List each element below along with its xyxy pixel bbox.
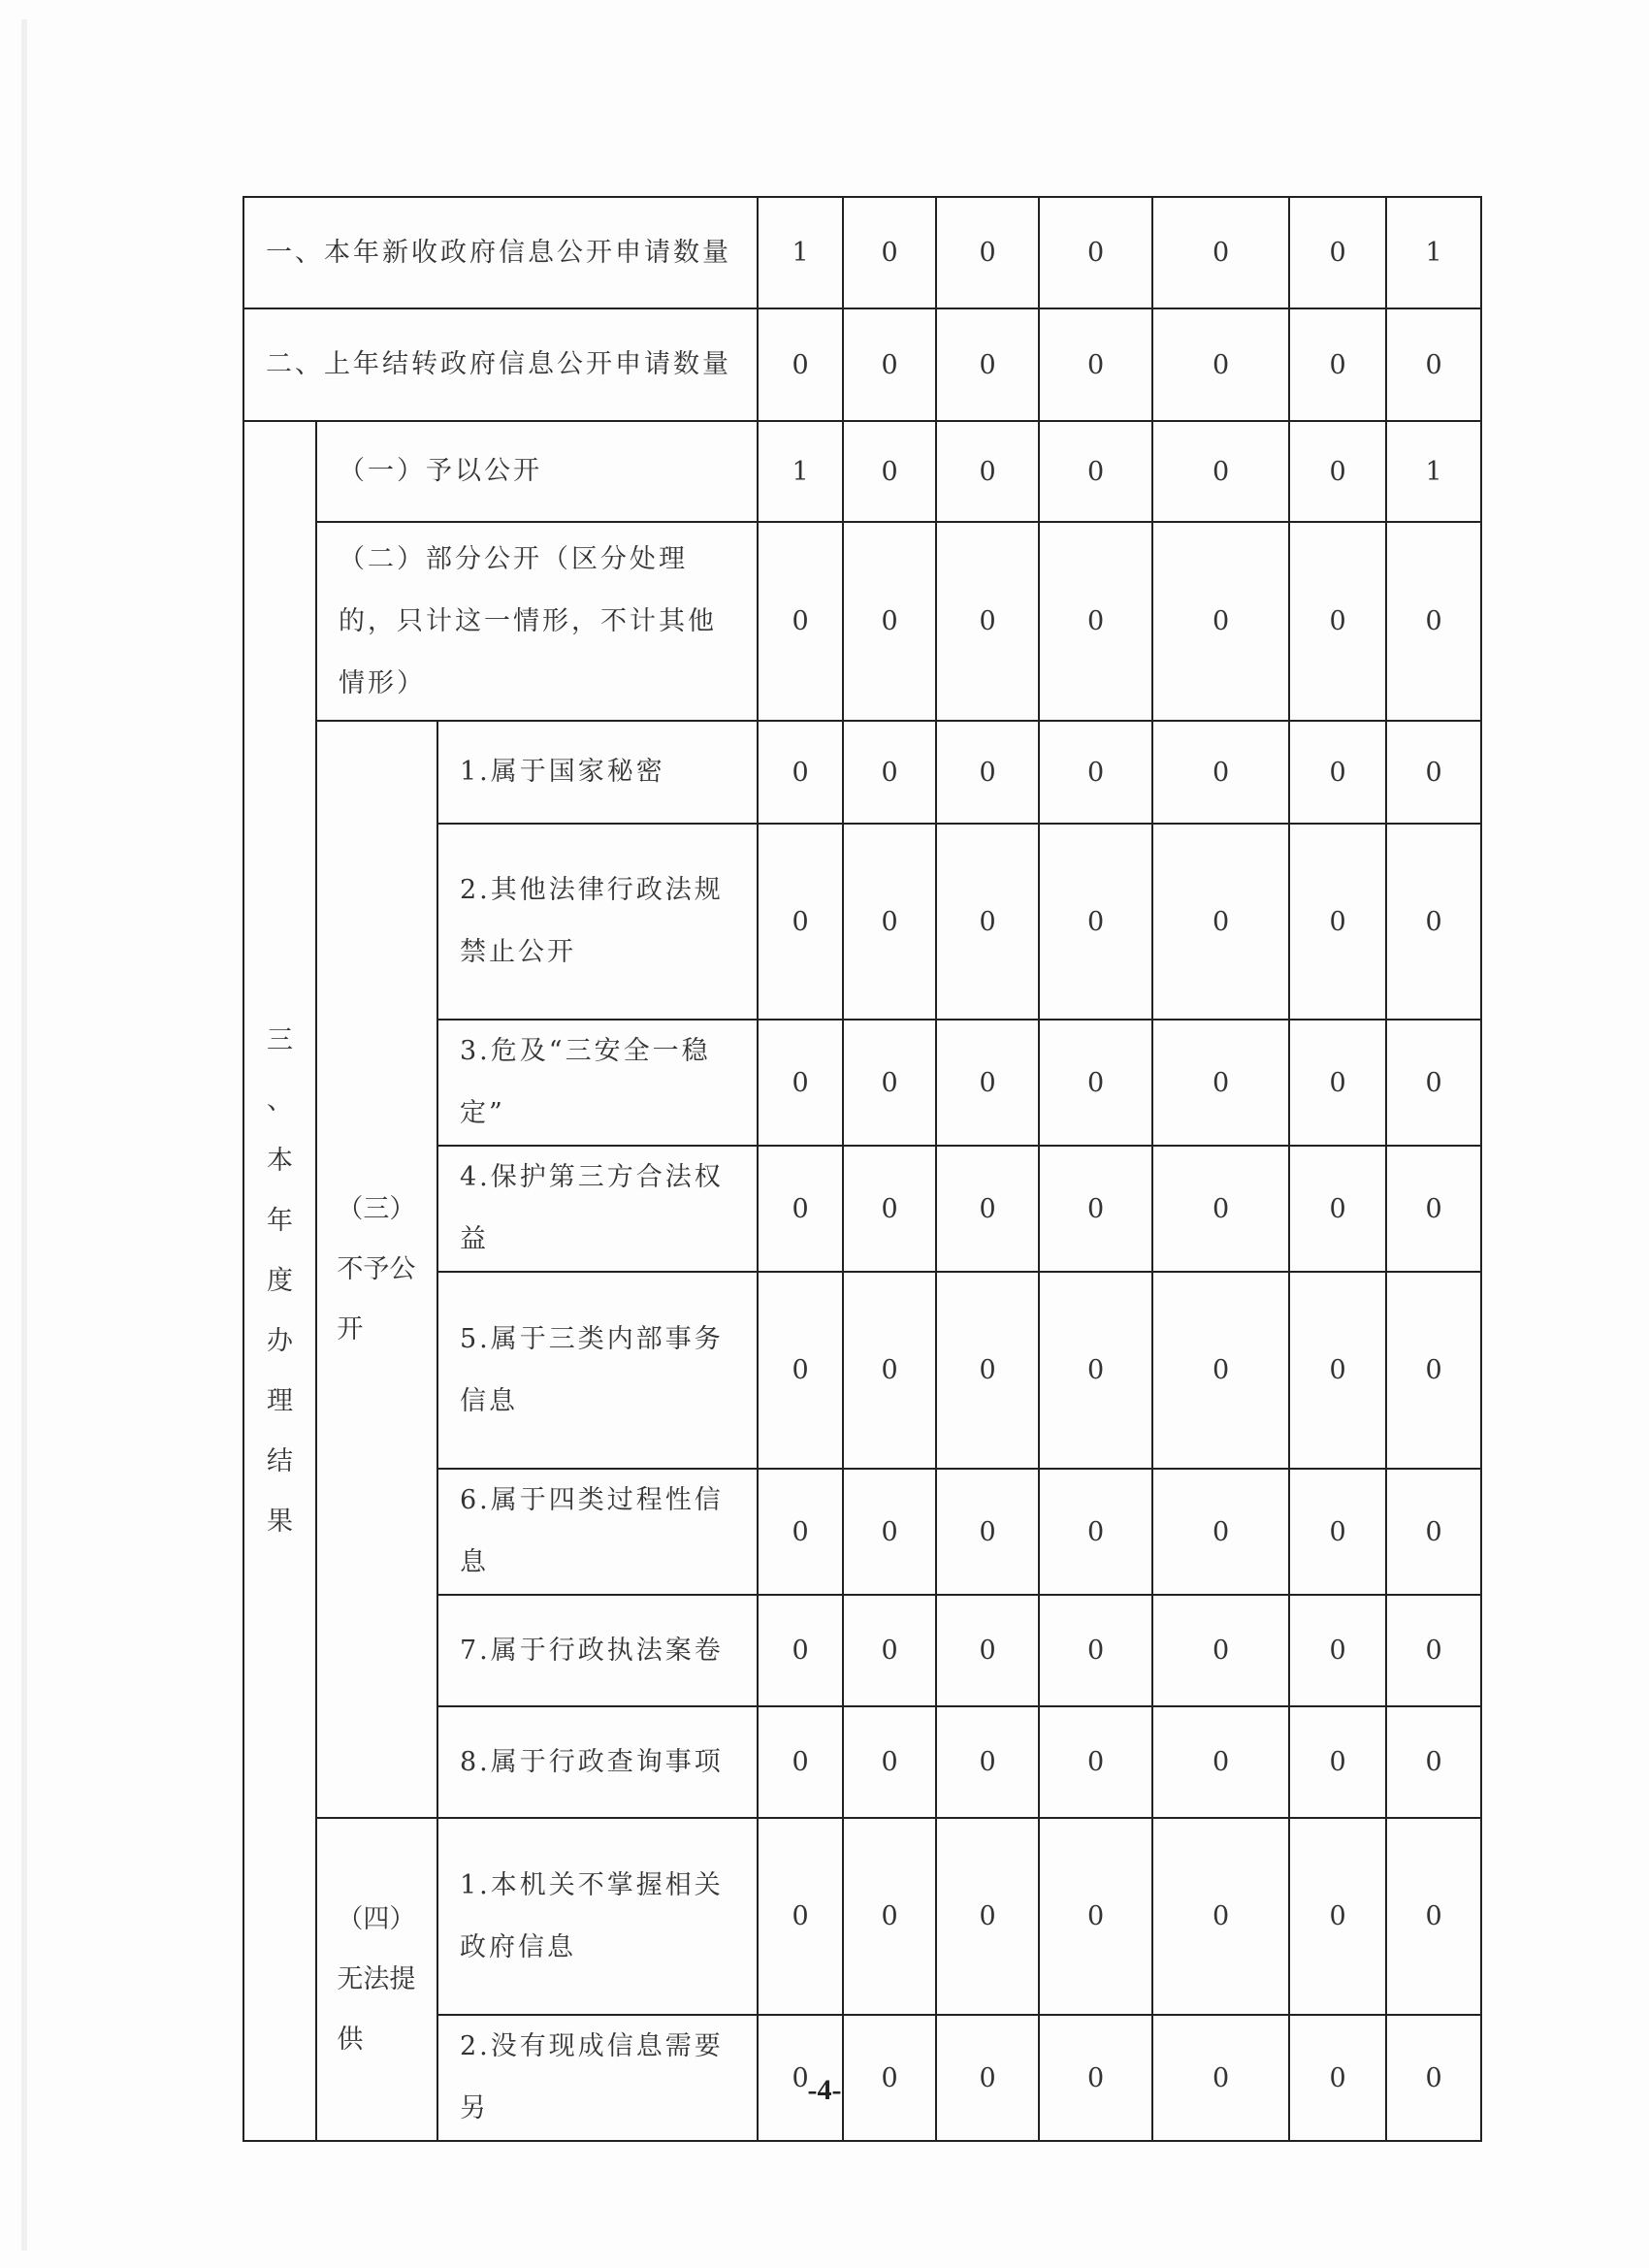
- table-row: [243, 1818, 1481, 2015]
- value-cell: 0: [1289, 1818, 1386, 2015]
- row-label: （二）部分公开（区分处理的，只计这一情形，不计其他情形）: [316, 522, 758, 721]
- value-cell: 0: [1386, 1146, 1481, 1272]
- value-cell: 0: [843, 1020, 936, 1146]
- value-cell: 0: [1039, 197, 1152, 308]
- value-cell: 0: [1039, 1020, 1152, 1146]
- value-cell: 0: [1039, 1706, 1152, 1818]
- value-cell: 0: [1152, 721, 1289, 824]
- value-cell: 0: [758, 1272, 843, 1469]
- row-label: 2.没有现成信息需要另: [437, 2015, 758, 2141]
- value-cell: 0: [936, 1272, 1039, 1469]
- value-cell: 0: [1289, 1272, 1386, 1469]
- value-cell: 0: [1152, 1020, 1289, 1146]
- value-cell: 0: [843, 1595, 936, 1706]
- value-cell: 0: [843, 1818, 936, 2015]
- value-cell: 0: [758, 522, 843, 721]
- value-cell: 0: [843, 2015, 936, 2141]
- value-cell: 0: [1289, 824, 1386, 1020]
- value-cell: 0: [1386, 1706, 1481, 1818]
- row-label: 4.保护第三方合法权益: [437, 1146, 758, 1272]
- value-cell: 0: [936, 1818, 1039, 2015]
- value-cell: 0: [936, 1469, 1039, 1595]
- value-cell: 0: [758, 1469, 843, 1595]
- value-cell: 0: [936, 1020, 1039, 1146]
- value-cell: 0: [843, 1272, 936, 1469]
- value-cell: 0: [758, 2015, 843, 2141]
- value-cell: 0: [1039, 1146, 1152, 1272]
- value-cell: 0: [936, 1706, 1039, 1818]
- table-row: [243, 421, 1481, 522]
- value-cell: 0: [1152, 1272, 1289, 1469]
- value-cell: 0: [1152, 824, 1289, 1020]
- value-cell: 0: [1289, 2015, 1386, 2141]
- row-label: 二、上年结转政府信息公开申请数量: [243, 308, 758, 421]
- value-cell: 0: [843, 421, 936, 522]
- value-cell: 0: [1386, 308, 1481, 421]
- value-cell: 1: [1386, 421, 1481, 522]
- value-cell: 0: [758, 1818, 843, 2015]
- row-label: 1.本机关不掌握相关政府信息: [437, 1818, 758, 2015]
- value-cell: 0: [1152, 197, 1289, 308]
- value-cell: 0: [1386, 1595, 1481, 1706]
- value-cell: 0: [1039, 1469, 1152, 1595]
- row-label: 6.属于四类过程性信息: [437, 1469, 758, 1595]
- value-cell: 0: [1152, 308, 1289, 421]
- value-cell: 0: [1386, 1020, 1481, 1146]
- value-cell: 0: [1289, 1469, 1386, 1595]
- value-cell: 0: [1386, 522, 1481, 721]
- table-row: [243, 308, 1481, 421]
- row-label: 2.其他法律行政法规禁止公开: [437, 824, 758, 1020]
- value-cell: 0: [1289, 721, 1386, 824]
- value-cell: 0: [1039, 1818, 1152, 2015]
- value-cell: 0: [843, 522, 936, 721]
- value-cell: 0: [1152, 522, 1289, 721]
- value-cell: 0: [936, 522, 1039, 721]
- value-cell: 0: [1386, 1818, 1481, 2015]
- value-cell: 0: [1039, 1272, 1152, 1469]
- value-cell: 0: [1152, 1818, 1289, 2015]
- value-cell: 0: [1289, 1595, 1386, 1706]
- value-cell: 0: [1152, 2015, 1289, 2141]
- value-cell: 0: [843, 1146, 936, 1272]
- value-cell: 1: [758, 197, 843, 308]
- row-label: 一、本年新收政府信息公开申请数量: [243, 197, 758, 308]
- value-cell: 0: [1039, 522, 1152, 721]
- value-cell: 0: [1289, 1706, 1386, 1818]
- value-cell: 0: [758, 1020, 843, 1146]
- value-cell: 0: [936, 2015, 1039, 2141]
- value-cell: 0: [758, 1706, 843, 1818]
- value-cell: 0: [1386, 721, 1481, 824]
- value-cell: 0: [758, 308, 843, 421]
- value-cell: 0: [1386, 1272, 1481, 1469]
- value-cell: 0: [1039, 824, 1152, 1020]
- value-cell: 0: [936, 421, 1039, 522]
- value-cell: 0: [758, 721, 843, 824]
- value-cell: 0: [843, 308, 936, 421]
- value-cell: 0: [1289, 421, 1386, 522]
- value-cell: 0: [1386, 2015, 1481, 2141]
- value-cell: 0: [758, 824, 843, 1020]
- table-row: [243, 197, 1481, 308]
- value-cell: 0: [1152, 421, 1289, 522]
- value-cell: 0: [1039, 421, 1152, 522]
- value-cell: 0: [1039, 2015, 1152, 2141]
- value-cell: 0: [1152, 1595, 1289, 1706]
- value-cell: 0: [936, 197, 1039, 308]
- value-cell: 0: [1289, 308, 1386, 421]
- row-label: 8.属于行政查询事项: [437, 1706, 758, 1818]
- value-cell: 0: [1289, 522, 1386, 721]
- value-cell: 0: [1039, 721, 1152, 824]
- value-cell: 0: [843, 824, 936, 1020]
- value-cell: 0: [936, 721, 1039, 824]
- value-cell: 0: [1289, 1146, 1386, 1272]
- value-cell: 0: [843, 1706, 936, 1818]
- value-cell: 0: [843, 197, 936, 308]
- group-label-results: 三 、 本 年 度 办 理 结 果: [243, 421, 316, 2141]
- value-cell: 0: [843, 1469, 936, 1595]
- value-cell: 1: [758, 421, 843, 522]
- value-cell: 0: [1152, 1146, 1289, 1272]
- value-cell: 0: [1039, 308, 1152, 421]
- row-label: 7.属于行政执法案卷: [437, 1595, 758, 1706]
- row-label: 5.属于三类内部事务信息: [437, 1272, 758, 1469]
- row-label: （一）予以公开: [316, 421, 758, 522]
- value-cell: 0: [1386, 824, 1481, 1020]
- value-cell: 0: [1289, 197, 1386, 308]
- value-cell: 1: [1386, 197, 1481, 308]
- value-cell: 0: [936, 824, 1039, 1020]
- value-cell: 0: [936, 1146, 1039, 1272]
- row-label: 1.属于国家秘密: [437, 721, 758, 824]
- table-row: [243, 721, 1481, 824]
- group-label-withheld: （三）不予公开: [337, 1193, 416, 1345]
- value-cell: 0: [936, 308, 1039, 421]
- row-label: 3.危及“三安全一稳定”: [437, 1020, 758, 1146]
- value-cell: 0: [843, 721, 936, 824]
- value-cell: 0: [1039, 1595, 1152, 1706]
- page-number: -4-: [807, 2074, 842, 2106]
- group-label-withheld-cell: [316, 721, 437, 1818]
- value-cell: 0: [936, 1595, 1039, 1706]
- value-cell: 0: [1289, 1020, 1386, 1146]
- value-cell: 0: [758, 1595, 843, 1706]
- statistics-table: [242, 196, 1482, 2142]
- value-cell: 0: [1152, 1469, 1289, 1595]
- value-cell: 0: [758, 1146, 843, 1272]
- table-row: [243, 522, 1481, 721]
- value-cell: 0: [1152, 1706, 1289, 1818]
- scan-edge: [21, 19, 27, 2251]
- value-cell: 0: [1386, 1469, 1481, 1595]
- group-label-unable: （四）无法提供: [337, 1903, 416, 2055]
